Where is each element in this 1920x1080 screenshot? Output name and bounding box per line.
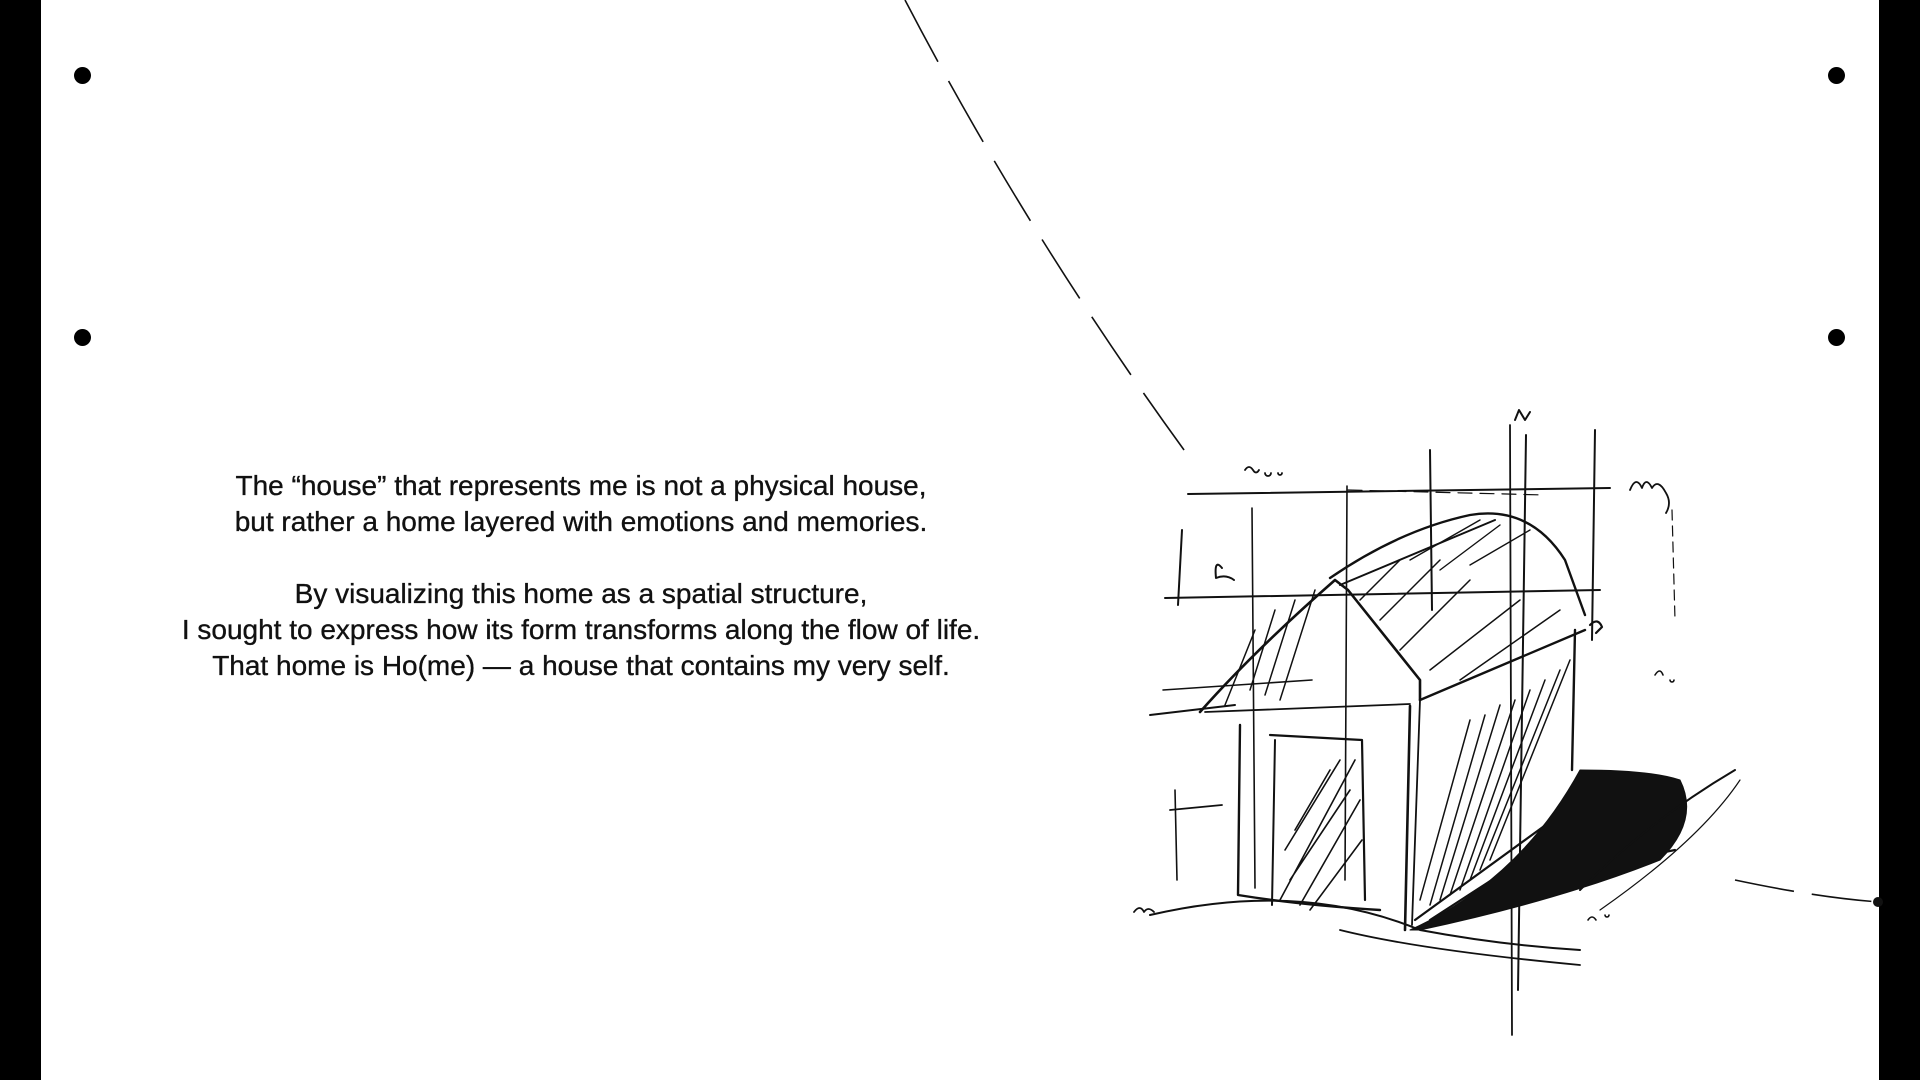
marker-dot-mid-right: [1828, 329, 1845, 346]
statement-text: [101, 468, 1061, 684]
marker-dot-mid-left: [74, 329, 91, 346]
statement-paragraph-2: [101, 576, 1061, 684]
marker-dot-top-left: [74, 67, 91, 84]
statement-line: but rather a home layered with emotions and memories.: [234, 506, 928, 537]
statement-line: That home is Ho(me) — a house that contains my very self.: [212, 650, 950, 681]
statement-line: The “house” that represents me is not a physical house,: [235, 470, 927, 501]
statement-line: By visualizing this home as a spatial structure,: [294, 578, 868, 609]
statement-paragraph-1: [101, 468, 1061, 540]
marker-dot-top-right: [1828, 67, 1845, 84]
slide-page: [41, 0, 1879, 1080]
statement-line: I sought to express how its form transforms along the flow of life.: [181, 614, 981, 645]
